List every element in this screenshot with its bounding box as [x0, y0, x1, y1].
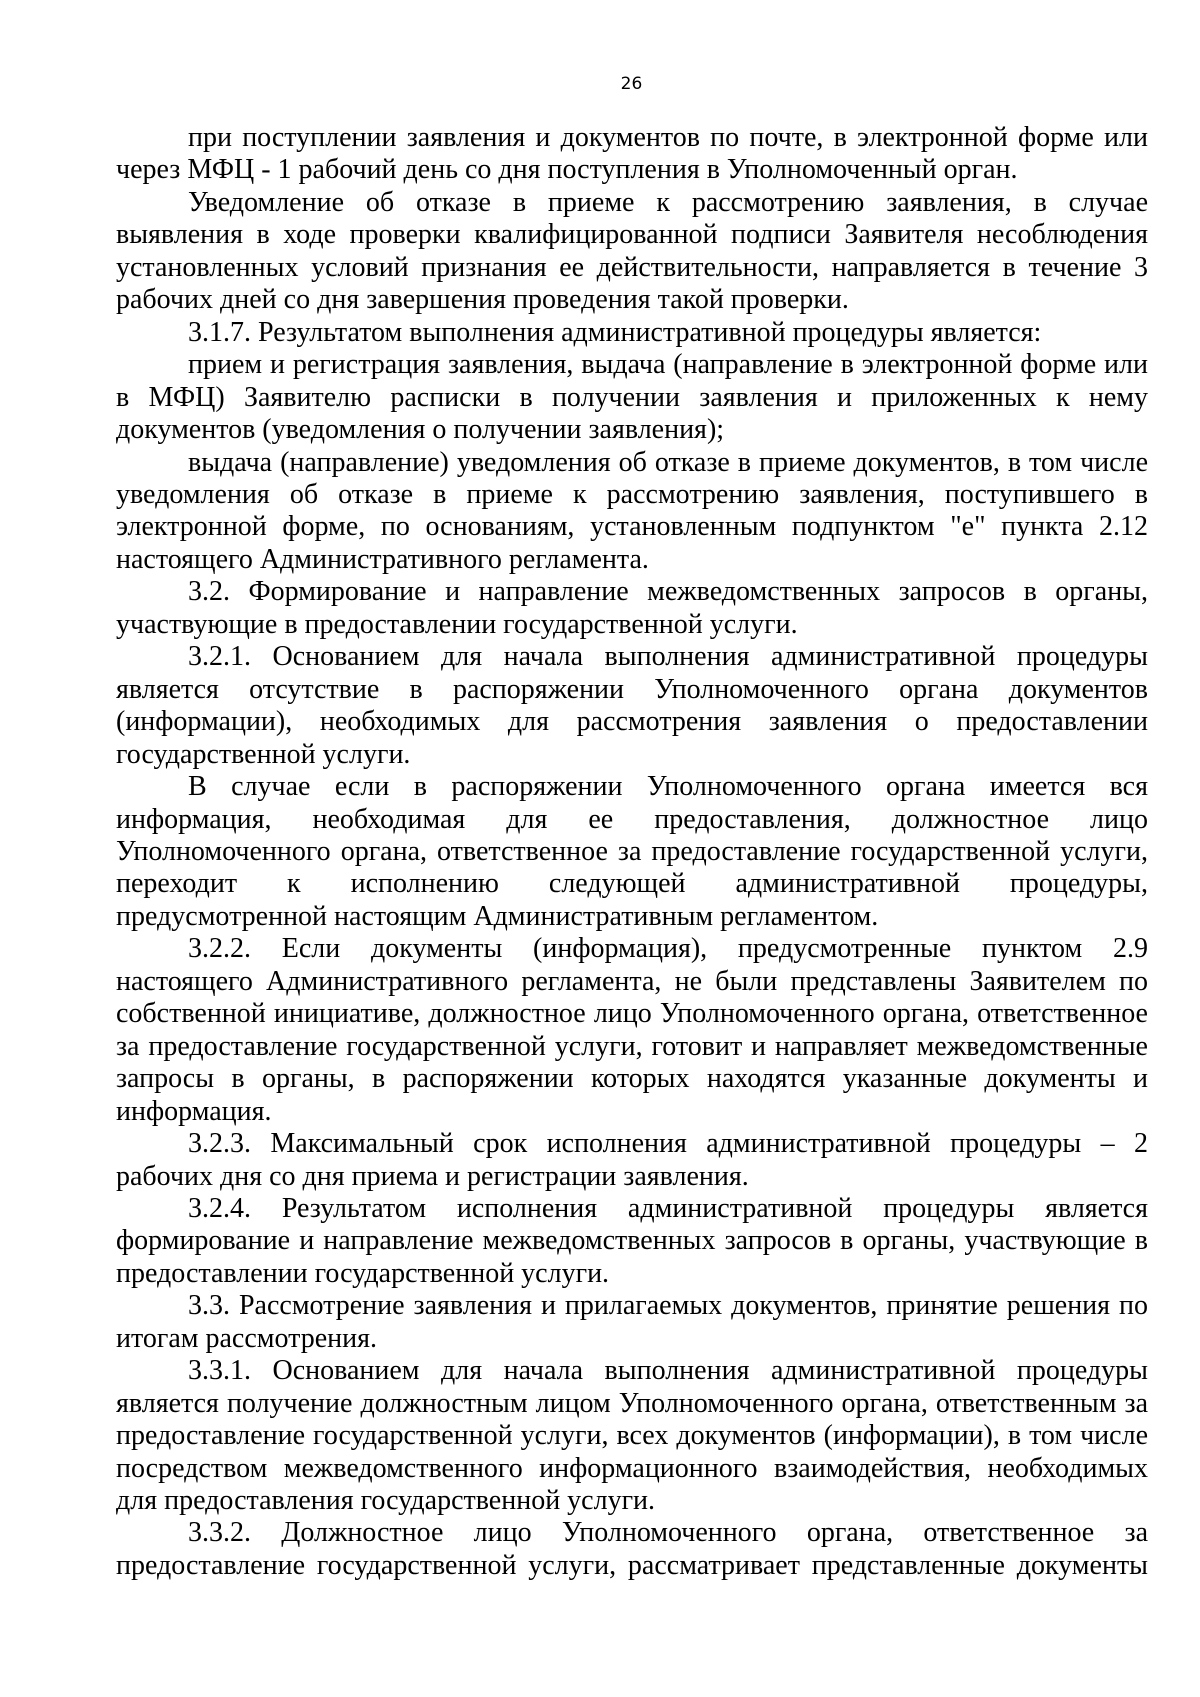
paragraph: 3.2. Формирование и направление межведомственных запросов в органы, участвующие в предоставлении государственной услуги. — [116, 576, 1148, 640]
paragraph: 3.2.2. Если документы (информация), предусмотренные пунктом 2.9 настоящего Административного регламента, не были представлены Заявителем по собственной инициативе, должностное лицо Уполномоченного органа, ответственное за предоставление государственной услуги, готовит и направляет межведомственные запросы в органы, в распоряжении которых находятся указанные документы и информация. — [116, 933, 1148, 1127]
page-number: 26 — [620, 74, 643, 94]
paragraph: 3.2.4. Результатом исполнения административной процедуры является формирование и направление межведомственных запросов в органы, участвующие в предоставлении государственной услуги. — [116, 1192, 1148, 1289]
paragraph: В случае если в распоряжении Уполномоченного органа имеется вся информация, необходимая для ее предоставления, должностное лицо Уполномоченного органа, ответственное за предоставление государственной услуги, переходит к исполнению следующей административной процедуры, предусмотренной настоящим Административным регламентом. — [116, 771, 1148, 932]
paragraph: Уведомление об отказе в приеме к рассмотрению заявления, в случае выявления в ходе проверки квалифицированной подписи Заявителя несоблюдения установленных условий признания ее действительности, направляется в течение 3 рабочих дней со дня завершения проведения такой проверки. — [116, 186, 1148, 316]
paragraph: выдача (направление) уведомления об отказе в приеме документов, в том числе уведомления об отказе в приеме к рассмотрению заявления, поступившего в электронной форме, по основаниям, установленным подпунктом "е" пункта 2.12 настоящего Административного регламента. — [116, 446, 1148, 575]
paragraph: 3.3. Рассмотрение заявления и прилагаемых документов, принятие решения по итогам рассмотрения. — [116, 1290, 1148, 1354]
paragraph-last: 3.3.2. Должностное лицо Уполномоченного органа, ответственное за предоставление государственной услуги, рассматривает представленные документы — [116, 1517, 1148, 1581]
paragraph: 3.2.1. Основанием для начала выполнения административной процедуры является отсутствие в распоряжении Уполномоченного органа документов (информации), необходимых для рассмотрения заявления о предоставлении государственной услуги. — [116, 641, 1148, 770]
paragraph: 3.1.7. Результатом выполнения административной процедуры является: — [188, 316, 1042, 348]
paragraph: 3.2.3. Максимальный срок исполнения административной процедуры – 2 рабочих дня со дня приема и регистрации заявления. — [116, 1128, 1148, 1192]
paragraph-continuation: при поступлении заявления и документов по почте, в электронной форме или через МФЦ - 1 рабочий день со дня поступления в Уполномоченный орган. — [116, 122, 1148, 186]
document-body — [116, 122, 1148, 1582]
paragraph: прием и регистрация заявления, выдача (направление в электронной форме или в МФЦ) Заявителю расписки в получении заявления и приложенных к нему документов (уведомления о получении заявления); — [116, 349, 1148, 446]
paragraph: 3.3.1. Основанием для начала выполнения административной процедуры является получение должностным лицом Уполномоченного органа, ответственным за предоставление государственной услуги, всех документов (информации), в том числе посредством межведомственного информационного взаимодействия, необходимых для предоставления государственной услуги. — [116, 1355, 1148, 1517]
